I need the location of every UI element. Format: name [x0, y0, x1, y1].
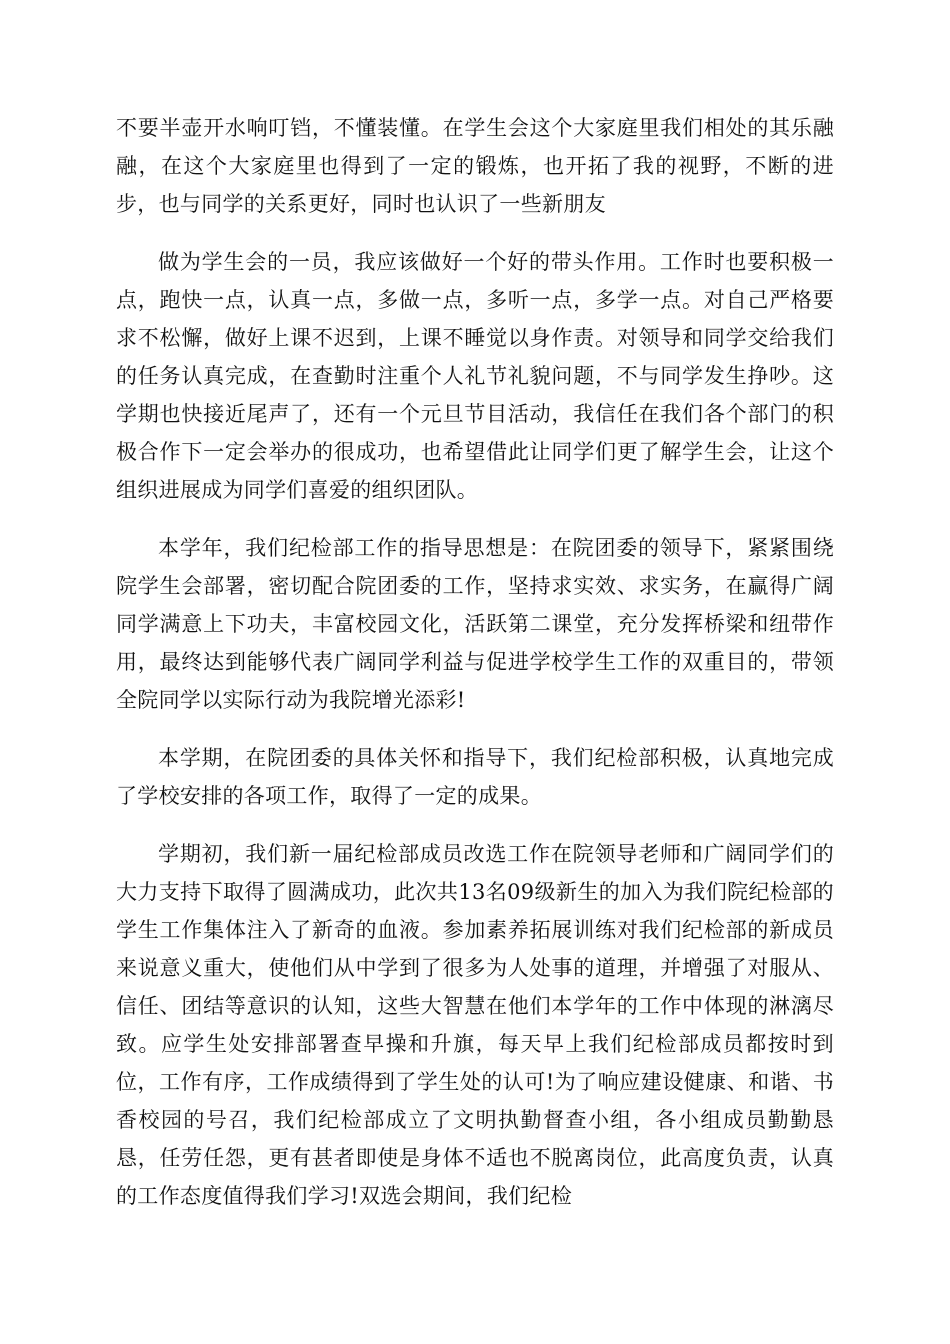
document-body: [116, 109, 834, 1235]
paragraph: 本学期，在院团委的具体关怀和指导下，我们纪检部积极，认真地完成了学校安排的各项工作，取得了一定的成果。: [116, 746, 834, 808]
paragraph: 学期初，我们新一届纪检部成员改选工作在院领导老师和广阔同学们的大力支持下取得了圆满成功，此次共13名09级新生的加入为我们院纪检部的学生工作集体注入了新奇的血液。参加素养拓展训练对我们纪检部的新成员来说意义重大，使他们从中学到了很多为人处事的道理，并增强了对服从、信任、团结等意识的认知，这些大智慧在他们本学年的工作中体现的淋漓尽致。应学生处安排部署查早操和升旗，每天早上我们纪检部成员都按时到位，工作有序，工作成绩得到了学生处的认可!为了响应建设健康、和谐、书香校园的号召，我们纪检部成立了文明执勤督查小组，各小组成员勤勤恳恳，任劳任怨，更有甚者即使是身体不适也不脱离岗位，此高度负责，认真的工作态度值得我们学习!双选会期间，我们纪检: [116, 842, 834, 1208]
paragraph: 本学年，我们纪检部工作的指导思想是：在院团委的领导下，紧紧围绕院学生会部署，密切配合院团委的工作，坚持求实效、求实务，在赢得广阔同学满意上下功夫，丰富校园文化，活跃第二课堂，充分发挥桥梁和纽带作用，最终达到能够代表广阔同学利益与促进学校学生工作的双重目的，带领全院同学以实际行动为我院增光添彩!: [116, 536, 834, 712]
paragraph: 做为学生会的一员，我应该做好一个好的带头作用。工作时也要积极一点，跑快一点，认真一点，多做一点，多听一点，多学一点。对自己严格要求不松懈，做好上课不迟到，上课不睡觉以身作责。对领导和同学交给我们的任务认真完成，在查勤时注重个人礼节礼貌问题，不与同学发生挣吵。这学期也快接近尾声了，还有一个元旦节目活动，我信任在我们各个部门的积极合作下一定会举办的很成功，也希望借此让同学们更了解学生会，让这个组织进展成为同学们喜爱的组织团队。: [116, 250, 834, 502]
paragraph-continued: 不要半壶开水响叮铛，不懂装懂。在学生会这个大家庭里我们相处的其乐融融，在这个大家庭里也得到了一定的锻炼，也开拓了我的视野，不断的进步，也与同学的关系更好，同时也认识了一些新朋友: [116, 116, 834, 216]
